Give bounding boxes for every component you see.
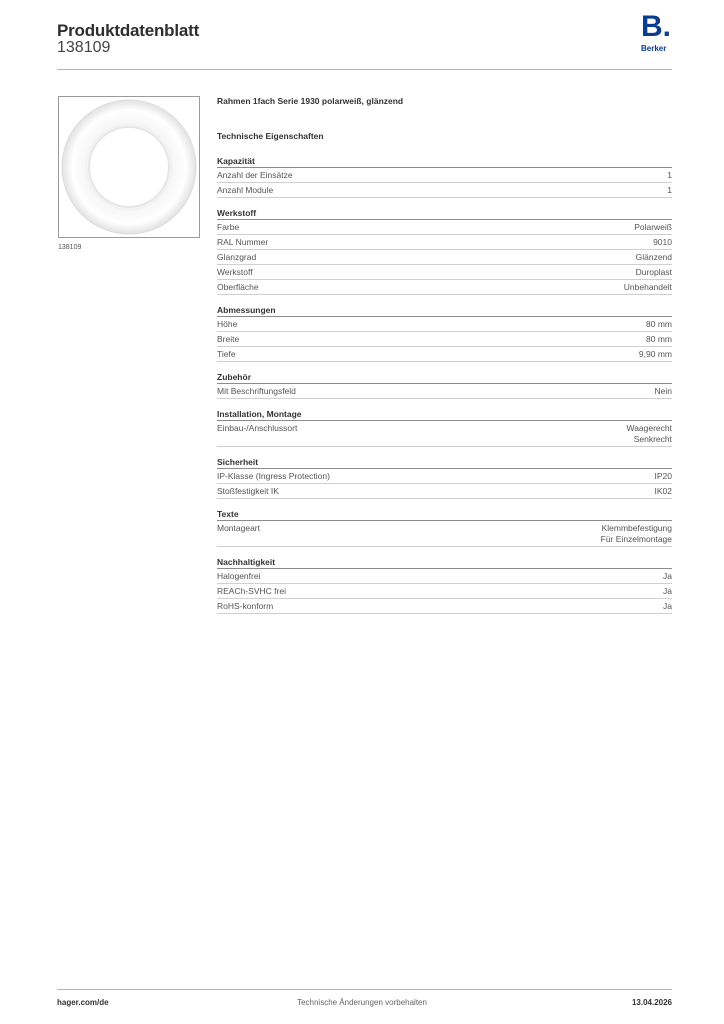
property-value [624,282,672,293]
property-label: Einbau-/Anschlussort [217,422,298,433]
properties-table [217,155,672,623]
property-group [217,304,672,362]
property-value [663,571,672,582]
group-title: Sicherheit [217,456,672,469]
property-row [217,384,672,399]
property-value [646,319,672,330]
property-value-line: Duroplast [635,266,672,277]
property-label: Halogenfrei [217,570,261,581]
brand-name: Berker [641,44,667,53]
property-value [636,267,672,278]
property-value-line: Ja [663,585,672,596]
group-title: Zubehör [217,371,672,384]
property-value [655,471,673,482]
property-row [217,332,672,347]
group-title: Abmessungen [217,304,672,317]
property-value-line: Unbehandelt [623,281,672,292]
property-value-line: Ja [663,570,672,581]
property-value-line: Nein [654,385,672,396]
property-value-line: 9010 [653,236,672,247]
property-value-line: Für Einzelmontage [600,533,672,544]
property-group [217,155,672,198]
property-value [663,586,672,597]
property-value-line: IK02 [654,485,672,496]
property-label: Werkstoff [217,266,253,277]
brand-mark: B. [641,10,671,43]
product-number: 138109 [57,39,111,56]
property-value [653,237,672,248]
property-value [636,252,672,263]
property-label: Stoßfestigkeit IK [217,485,279,496]
property-value-line: IP20 [654,470,672,481]
property-value [634,222,672,233]
property-value-line: Waagerecht [626,422,672,433]
property-label: RoHS-konform [217,600,274,611]
property-group [217,508,672,547]
property-label: Glanzgrad [217,251,257,262]
property-label: Höhe [217,318,238,329]
property-row [217,484,672,499]
property-label: IP-Klasse (Ingress Protection) [217,470,330,481]
property-value-line: Glänzend [635,251,672,262]
property-row [217,317,672,332]
property-label: Tiefe [217,348,236,359]
property-row [217,521,672,547]
property-value [663,601,672,612]
property-label: RAL Nummer [217,236,269,247]
property-label: Montageart [217,522,260,533]
group-title: Nachhaltigkeit [217,556,672,569]
property-label: Oberfläche [217,281,259,292]
property-row [217,421,672,447]
property-row [217,569,672,584]
property-value [626,423,672,445]
footer-date: 13.04.2026 [631,998,672,1007]
page-title: Produktdatenblatt [57,21,200,40]
property-group [217,207,672,295]
property-row [217,599,672,614]
property-value-line: Senkrecht [633,433,672,444]
property-label: Breite [217,333,240,344]
property-label: Anzahl Module [217,184,274,195]
property-label: Mit Beschriftungsfeld [217,385,296,396]
property-value [601,523,672,545]
property-value-line: Ja [663,600,672,611]
group-title: Texte [217,508,672,521]
property-row [217,265,672,280]
image-caption: 138109 [58,244,82,251]
footer-notice: Technische Änderungen vorbehalten [297,998,427,1007]
property-value-line: 1 [667,169,672,180]
property-row [217,168,672,183]
property-row [217,280,672,295]
frame-ring-image [59,97,199,237]
property-row [217,183,672,198]
brand-logo [638,10,678,56]
property-row [217,220,672,235]
property-value [646,334,672,345]
property-label: Anzahl der Einsätze [217,169,293,180]
property-value-line: 1 [667,184,672,195]
footer-divider [57,989,672,990]
product-title: Rahmen 1fach Serie 1930 polarweiß, glänzend [217,96,404,106]
product-image [58,96,200,238]
section-heading: Technische Eigenschaften [217,131,324,141]
group-title: Installation, Montage [217,408,672,421]
property-value [655,486,673,497]
property-value-line: 80 mm [646,318,672,329]
property-group [217,556,672,614]
property-value-line: 9,90 mm [638,348,672,359]
header-divider [57,69,672,70]
property-row [217,469,672,484]
property-value [667,185,672,196]
property-group [217,456,672,499]
property-group [217,371,672,399]
property-row [217,235,672,250]
group-title: Werkstoff [217,207,672,220]
property-value-line: Klemmbefestigung [601,522,672,533]
property-value-line: 80 mm [646,333,672,344]
property-value-line: Polarweiß [634,221,672,232]
property-value [639,349,672,360]
property-group [217,408,672,447]
property-label: Farbe [217,221,240,232]
property-row [217,250,672,265]
property-label: REACh-SVHC frei [217,585,286,596]
group-title: Kapazität [217,155,672,168]
footer-website: hager.com/de [57,998,109,1007]
property-value [667,170,672,181]
property-row [217,584,672,599]
property-value [655,386,672,397]
property-row [217,347,672,362]
